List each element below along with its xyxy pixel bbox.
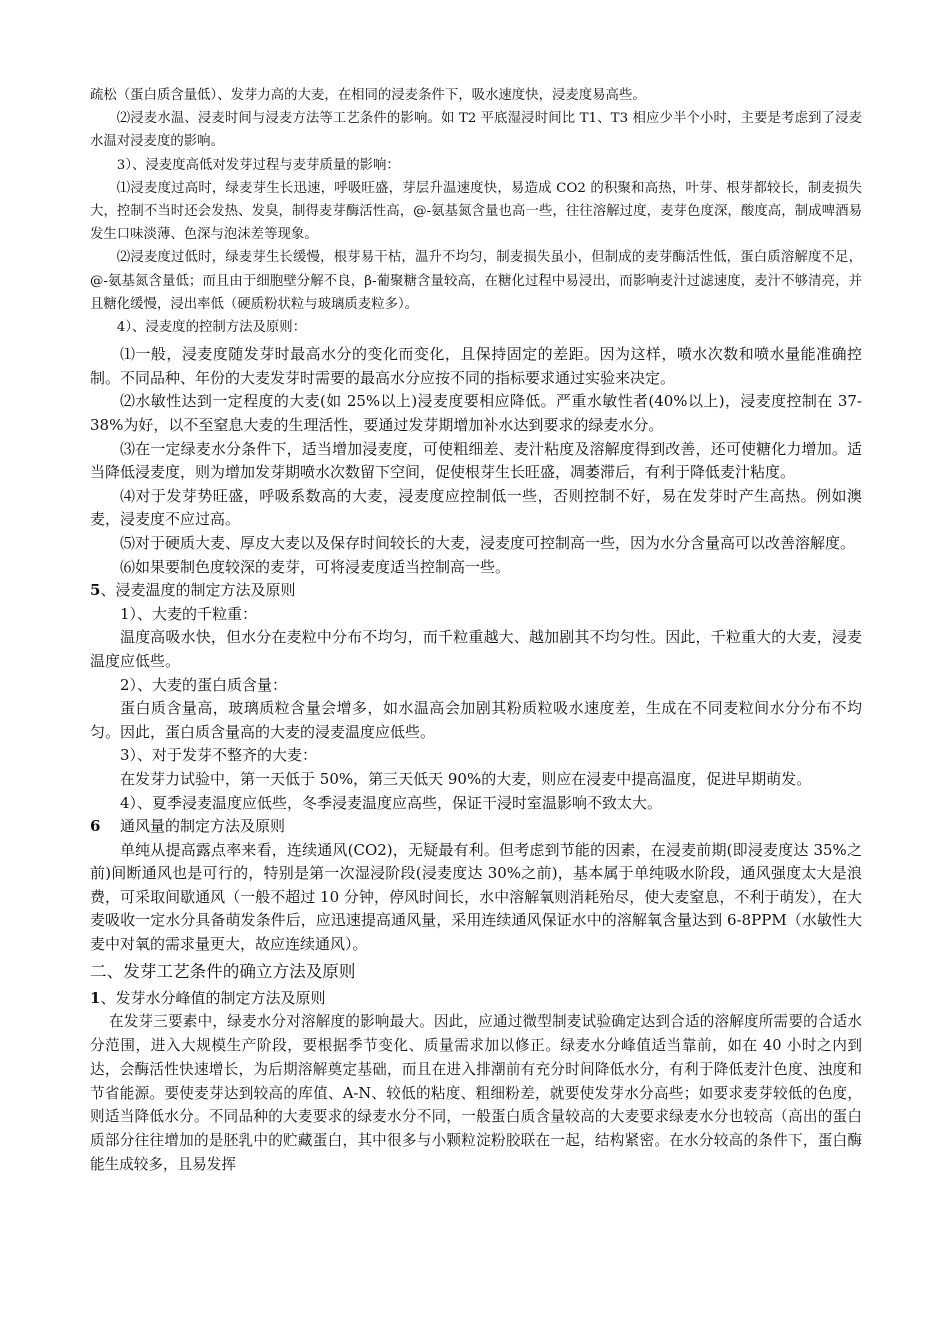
section-title: 通风量的制定方法及原则 — [119, 817, 285, 836]
paragraph-protein-content: 蛋白质含量高，玻璃质粒含量会增多，如水温高会加剧其粉质粒吸水速度差，生成在不同麦粒间水分分布不均匀。因此，蛋白质含量高的大麦的浸麦温度应低些。 — [90, 699, 862, 741]
document-page — [90, 84, 862, 1177]
section-number: 6 — [90, 817, 101, 836]
section-title: 、浸麦温度的制定方法及原则 — [100, 581, 296, 600]
subheading-uneven-germination: 3）、对于发芽不整齐的大麦： — [120, 746, 318, 765]
subheading-kernel-weight: 1）、大麦的千粒重： — [120, 604, 258, 623]
paragraph-control-2: ⑵水敏性达到一定程度的大麦(如 25%以上)浸麦度要相应降低。严重水敏性者(40%以上)，浸麦度控制在 37-38%为好，以不至窒息大麦的生理活性，要通过发芽期增加补水达到要求的绿麦水分。 — [90, 392, 862, 435]
subheading-steep-degree-effects: 3）、浸麦度高低对发芽过程与麦芽质量的影响： — [116, 157, 400, 173]
paragraph-control-6: ⑹如果要制色度较深的麦芽，可将浸麦度适当控制高一些。 — [120, 557, 511, 576]
subheading-steep-control: 4）、浸麦度的控制方法及原则： — [116, 320, 307, 336]
section-heading-6 — [90, 815, 862, 839]
paragraph-steep-conditions: ⑵浸麦水温、浸麦时间与浸麦方法等工艺条件的影响。如 T2 平底湿浸时间比 T1、T3 相应少半个小时，主要是考虑到了浸麦水温对浸麦度的影响。 — [90, 111, 862, 150]
paragraph-control-4: ⑷对于发芽势旺盛，呼吸系数高的大麦，浸麦度应控制低一些，否则控制不好，易在发芽时产生高热。例如澳麦，浸麦度不应过高。 — [90, 486, 862, 529]
paragraph-uneven-germination: 在发芽力试验中，第一天低于 50%，第三天低天 90%的大麦，则应在浸麦中提高温度，促进早期萌发。 — [120, 769, 812, 788]
section-number: 1 — [90, 988, 101, 1007]
paragraph-aeration: 单纯从提高露点率来看，连续通风(CO2)，无疑最有利。但考虑到节能的因素，在浸麦前期(即浸麦度达 35%之前)间断通风也是可行的，特别是第一次湿浸阶段(浸麦度达 30%之前)，基本属于单纯吸水阶段，通风强度太大是浪费，可采取间歇通风（一般不超过 10 分钟，停风时间长，水中溶解氧则消耗殆尽，使大麦窒息，不利于萌发），在大麦吸收一定水分具备萌发条件后，应迅速提高通风量，采用连续通风保证水中的溶解氧含量达到 6-8PPM（水敏性大麦中对氧的需求量更大，故应连续通风）。 — [90, 840, 862, 954]
chapter-heading-germination: 二、发芽工艺条件的确立方法及原则 — [90, 961, 356, 981]
subheading-protein-content: 2）、大麦的蛋白质含量： — [120, 675, 288, 694]
paragraph-kernel-weight: 温度高吸水快，但水分在麦粒中分布不均匀，而千粒重越大、越加剧其不均匀性。因此，千粒重大的大麦，浸麦温度应低些。 — [90, 628, 862, 670]
paragraph-steep-too-high: ⑴浸麦度过高时，绿麦芽生长迅速，呼吸旺盛，芽层升温速度快，易造成 CO2 的积聚和高热，叶芽、根芽都较长，制麦损失大，控制不当时还会发热、发臭，制得麦芽酶活性高，@-氨基氮含量也高一些，往往溶解过度，麦芽色度深，酸度高，制成啤酒易发生口味淡薄、色深与泡沫差等现象。 — [90, 180, 862, 243]
paragraph-seasonal-temperature: 4）、夏季浸麦温度应低些，冬季浸麦温度应高些，保证干浸时室温影响不致太大。 — [120, 793, 663, 812]
section-number: 5 — [90, 581, 101, 600]
paragraph-control-5: ⑸对于硬质大麦、厚皮大麦以及保存时间较长的大麦，浸麦度可控制高一些，因为水分含量高可以改善溶解度。 — [120, 533, 856, 552]
paragraph-control-3: ⑶在一定绿麦水分条件下，适当增加浸麦度，可使粗细差、麦汁粘度及溶解度得到改善，还可使糖化力增加。适当降低浸麦度，则为增加发芽期喷水次数留下空间，促使根芽生长旺盛，凋萎滞后，有利于降低麦汁粘度。 — [90, 439, 862, 482]
paragraph-control-1: ⑴一般，浸麦度随发芽时最高水分的变化而变化，且保持固定的差距。因为这样，喷水次数和喷水量能准确控制。不同品种、年份的大麦发芽时需要的最高水分应按不同的指标要求通过实验来决定。 — [90, 345, 862, 387]
paragraph-continuation: 疏松（蛋白质含量低）、发芽力高的大麦，在相同的浸麦条件下，吸水速度快，浸麦度易高些。 — [90, 88, 646, 103]
paragraph-moisture-peak: 在发芽三要素中，绿麦水分对溶解度的影响最大。因此，应通过微型制麦试验确定达到合适的溶解度所需要的合适水分范围，进入大规模生产阶段，要根据季节变化、质量需求加以修正。绿麦水分峰值适当靠前，如在 40 小时之内到达，会酶活性快速增长，为后期溶解奠定基础，而且在进入排潮前有充分时间降低水分，有利于降低麦汁色度、浊度和节省能源。要使麦芽达到较高的库值、A-N、较低的粘度、粗细粉差，就要使发芽水分高些；如要求麦芽较低的色度，则适当降低水分。不同品种的大麦要求的绿麦水分不同，一般蛋白质含量较高的大麦要求绿麦水分也较高（高出的蛋白质部分往往增加的是胚乳中的贮藏蛋白，其中很多与小颗粒淀粉胶联在一起，结构紧密。在水分较高的条件下，蛋白酶能生成较多，且易发挥 — [90, 1013, 862, 1174]
section-heading-1 — [90, 987, 862, 1011]
paragraph-steep-too-low: ⑵浸麦度过低时，绿麦芽生长缓慢，根芽易干枯，温升不均匀，制麦损失虽小，但制成的麦芽酶活性低，蛋白质溶解度不足，@-氨基氮含量低；而且由于细胞壁分解不良，β-葡聚糖含量较高，在糖化过程中易浸出，而影响麦汁过滤速度，麦汁不够清亮，并且糖化缓慢，浸出率低（硬质粉状粒与玻璃质麦粒多）。 — [90, 250, 862, 312]
section-heading-5 — [90, 579, 862, 603]
section-title: 、发芽水分峰值的制定方法及原则 — [100, 988, 326, 1007]
